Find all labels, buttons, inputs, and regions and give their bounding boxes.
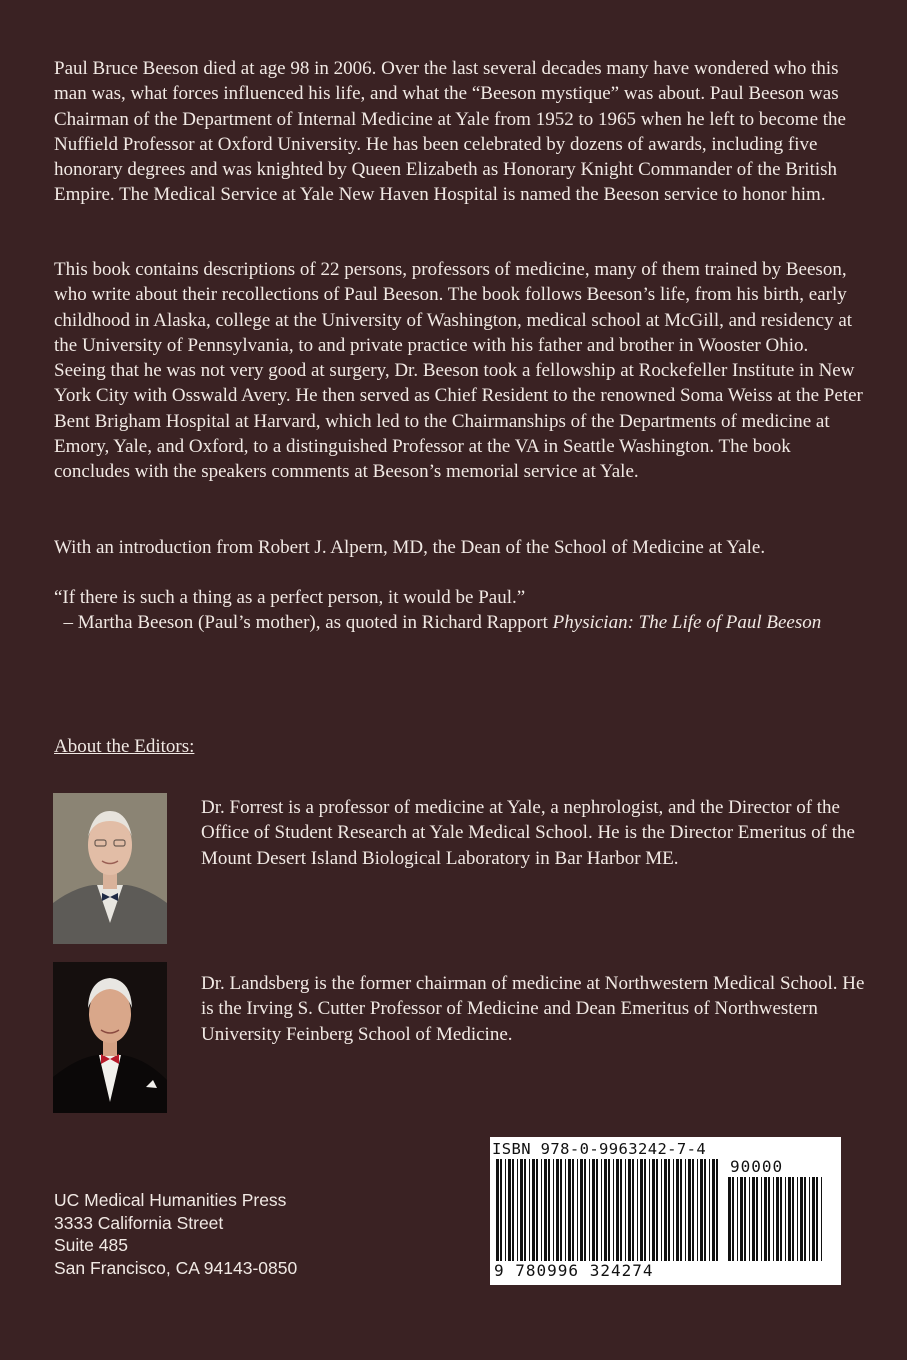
forrest-photo (53, 793, 167, 944)
publisher-street: 3333 California Street (54, 1212, 224, 1233)
landsberg-bio: Dr. Landsberg is the former chairman of medicine at Northwestern Medical School. He is the Irving S. Cutter Professor of Medicine and Dean Emeritus of Northwestern University Feinberg School of Medicine. (201, 973, 865, 1045)
description-paragraph-2: This book contains descriptions of 22 persons, professors of medicine, many of them trained by Beeson, who write about their recollections of Paul Beeson. The book follows Beeson’s life, from his birth, early childhood in Alaska, college at the University of Washington, medical school at McGill, and residency at the University of Pennsylvania, to and private practice with his father and brother in Wooster Ohio. Seeing that he was not very good at surgery, Dr. Beeson took a fellowship at Rockefeller Institute in New York City with Osswald Avery. He then served as Chief Resident to the renowned Soma Weiss at the Peter Bent Brigham Hospital at Harvard, which led to the Chairmanships of the Departments of medicine at Emory, Yale, and Oxford, to a distinguished Professor at the VA in Seattle Washington. The book concludes with the speakers comments at Beeson’s memorial service at Yale. (54, 259, 863, 483)
publisher-city: San Francisco, CA 94143-0850 (54, 1257, 298, 1278)
description-paragraph-1: Paul Bruce Beeson died at age 98 in 2006. Over the last several decades many have wondered who this man was, what forces influenced his life, and what the “Beeson mystique” was about. Paul Beeson was Chairman of the Department of Internal Medicine at Yale from 1952 to 1965 when he left to become the Nuffield Professor at Oxford University. He has been celebrated by dozens of awards, including five honorary degrees and was knighted by Queen Elizabeth as Honorary Knight Commander of the British Empire. The Medical Service at Yale New Haven Hospital is named the Beeson service to honor him. (54, 58, 846, 206)
isbn-barcode (490, 1137, 841, 1285)
quote-attribution (54, 610, 864, 635)
quote-text: “If there is such a thing as a perfect person, it would be Paul.” (54, 587, 526, 608)
quote-source-title: Physician: The Life of Paul Beeson (552, 612, 822, 634)
publisher-name: UC Medical Humanities Press (54, 1190, 287, 1210)
forrest-portrait-image (53, 793, 167, 944)
ean-digits: 9 780996 324274 (494, 1261, 654, 1280)
isbn-label: ISBN 978-0-9963242-7-4 (492, 1140, 707, 1158)
quote-block (54, 585, 864, 636)
landsberg-portrait-image (53, 962, 167, 1113)
landsberg-photo (53, 962, 167, 1113)
introduction-note: With an introduction from Robert J. Alpern, MD, the Dean of the School of Medicine at Yale. (54, 537, 766, 558)
publisher-address (54, 1189, 297, 1279)
quote-attribution-text: – Martha Beeson (Paul’s mother), as quoted in Richard Rapport (63, 612, 553, 634)
publisher-suite: Suite 485 (54, 1235, 128, 1256)
editors-heading: About the Editors: (54, 736, 195, 757)
price-code: 90000 (730, 1157, 784, 1176)
forrest-bio: Dr. Forrest is a professor of medicine at Yale, a nephrologist, and the Director of the Office of Student Research at Yale Medical School. He is the Director Emeritus of the Mount Desert Island Biological Laboratory in Bar Harbor ME. (201, 797, 855, 869)
